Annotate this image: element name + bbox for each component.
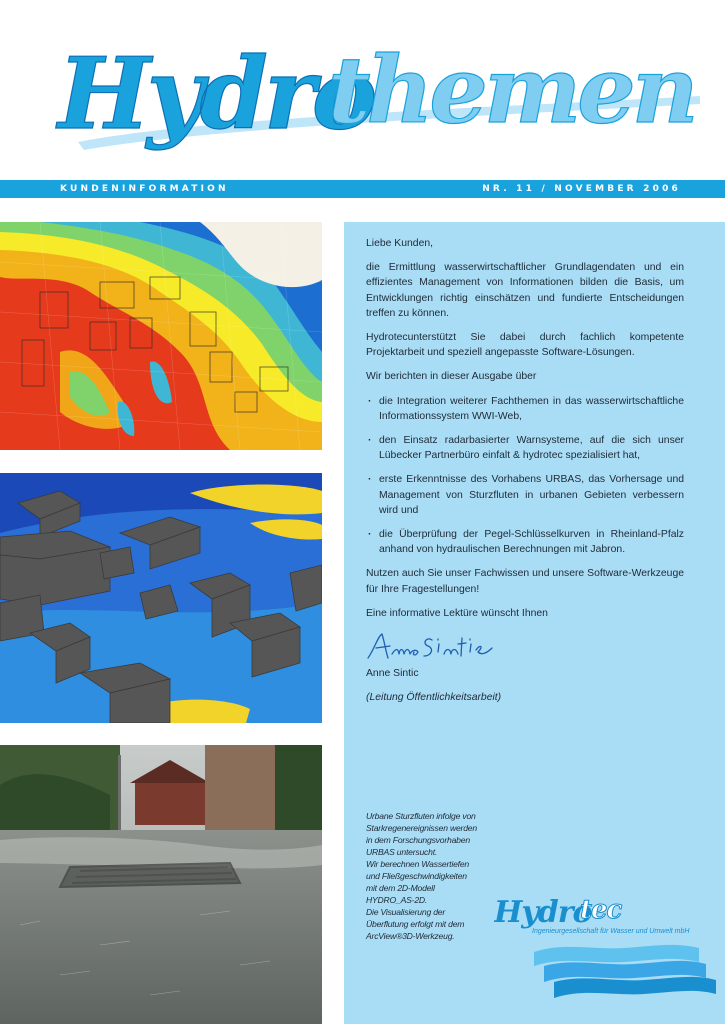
caption-line: und Fließgeschwindigkeiten — [366, 871, 467, 881]
caption-line: Urbane Sturzfluten infolge von — [366, 811, 476, 821]
topic-list — [366, 394, 684, 558]
editorial-letter — [366, 236, 684, 714]
caption-line: HYDRO_AS-2D. — [366, 895, 428, 905]
flood-map-image — [0, 222, 322, 450]
caption-line: Überflutung erfolgt mit dem — [366, 919, 465, 929]
greeting: Liebe Kunden, — [366, 238, 434, 249]
paragraph: Hydrotecunterstützt Sie dabei durch fachlich kompetente Projektarbeit und speziell angepasste Software-Lösungen. — [366, 332, 684, 359]
caption-line: URBAS untersucht. — [366, 847, 438, 857]
logo-name-part2: tec — [580, 895, 622, 925]
list-item: · den Einsatz radarbasierter Warnsysteme, auf die sich unser Lübecker Partnerbüro einfalt & hydrotec spezialisiert hat, — [366, 433, 684, 463]
masthead-title-part2: themen — [328, 36, 695, 144]
caption-line: Wir berechnen Wassertiefen — [366, 859, 469, 869]
masthead-logo — [0, 0, 725, 180]
hydrotec-logo — [494, 892, 719, 1002]
signature-image — [366, 630, 516, 664]
hydrotec-wave-icon — [494, 892, 719, 1002]
masthead-title-part1: Hydro — [58, 37, 374, 152]
issue-number: NR. 11 / NOVEMBER 2006 — [482, 184, 681, 194]
street-flood-photo — [0, 745, 322, 1024]
caption-line: mit dem 2D-Modell — [366, 883, 435, 893]
list-item: · erste Erkenntnisse des Vorhabens URBAS, das Vorhersage und Management von Sturzfluten in urbanen Gebieten verbessern wird und — [366, 472, 684, 518]
bullet-intro: Wir berichten in dieser Ausgabe über — [366, 371, 537, 383]
list-item: · die Integration weiterer Fachthemen in das wasserwirtschaftliche Informationssystem WWI-Web, — [366, 394, 684, 424]
author-name: Anne Sintic — [366, 668, 419, 680]
photo-caption — [366, 810, 496, 942]
list-item: · die Überprüfung der Pegel-Schlüsselkurven in Rheinland-Pfalz anhand von hydraulischen Berechnungen mit Jabron. — [366, 527, 684, 557]
caption-line: in dem Forschungsvorhaben — [366, 835, 470, 845]
caption-line: Die Visualisierung der — [366, 907, 446, 917]
author-role: (Leitung Öffentlichkeitsarbeit) — [366, 692, 502, 704]
band-label: KUNDENINFORMATION — [60, 184, 229, 194]
caption-line: ArcView®3D-Werkzeug. — [366, 931, 455, 941]
logo-name-part1: Hydro — [494, 895, 592, 930]
caption-line: Starkregenereignissen werden — [366, 823, 477, 833]
closing: Eine informative Lektüre wünscht Ihnen — [366, 607, 548, 619]
paragraph: Nutzen auch Sie unser Fachwissen und unsere Software-Werkzeuge für Ihre Fragestellungen! — [366, 568, 684, 595]
editorial-panel — [344, 222, 725, 1024]
logo-tagline: Ingenieurgesellschaft für Wasser und Umwelt mbH — [532, 928, 690, 935]
header-band — [0, 180, 725, 198]
paragraph: die Ermittlung wasserwirtschaftlicher Grundlagendaten und ein effizientes Management von Informationen bilden die Basis, um Entwicklungen richtig einschätzen und fundierte Entscheidungen treffen zu können. — [366, 262, 684, 319]
flood-3d-visualization-image — [0, 473, 322, 723]
masthead — [0, 0, 725, 180]
